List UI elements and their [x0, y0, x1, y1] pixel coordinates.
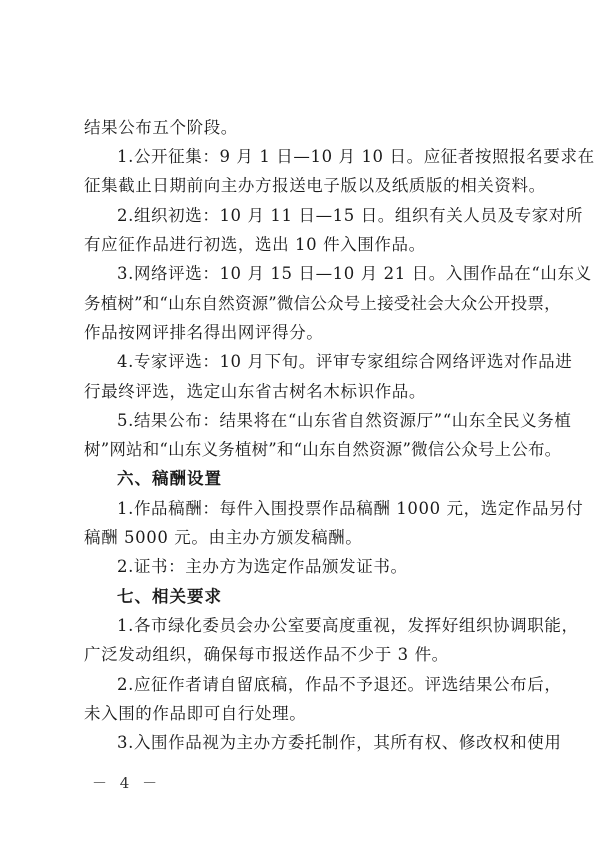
paragraph-line: 1.公开征集：9 月 1 日—10 月 10 日。应征者按照报名要求在 [117, 147, 595, 166]
page-number: － 4 － [92, 774, 162, 792]
paragraph-line: 2.应征作者请自留底稿，作品不予退还。评选结果公布后， [117, 675, 562, 694]
section-heading: 六、稿酬设置 [117, 469, 222, 488]
paragraph-line: 3.入围作品视为主办方委托制作，其所有权、修改权和使用 [117, 733, 562, 752]
paragraph-line: 未入围的作品即可自行处理。 [84, 704, 307, 723]
paragraph-line: 结果公布五个阶段。 [84, 118, 238, 137]
paragraph-line: 行最终评选，选定山东省古树名木标识作品。 [84, 382, 426, 401]
paragraph-line: 稿酬 5000 元。由主办方颁发稿酬。 [84, 528, 363, 547]
paragraph-line: 征集截止日期前向主办方报送电子版以及纸质版的相关资料。 [84, 176, 546, 195]
paragraph-line: 作品按网评排名得出网评得分。 [84, 323, 324, 342]
paragraph-line: 广泛发动组织，确保每市报送作品不少于 3 件。 [84, 645, 449, 664]
paragraph-line: 5.结果公布：结果将在“山东省自然资源厅”“山东全民义务植 [117, 411, 572, 430]
paragraph-line: 树”网站和“山东义务植树”和“山东自然资源”微信公众号上公布。 [84, 440, 562, 459]
paragraph-line: 3.网络评选：10 月 15 日—10 月 21 日。入围作品在“山东义 [117, 264, 592, 283]
paragraph-line: 务植树”和“山东自然资源”微信公众号上接受社会大众公开投票， [84, 294, 561, 313]
paragraph-line: 2.证书：主办方为选定作品颁发证书。 [117, 557, 408, 576]
paragraph-line: 1.作品稿酬：每件入围投票作品稿酬 1000 元，选定作品另付 [117, 499, 584, 518]
section-heading: 七、相关要求 [117, 587, 222, 606]
paragraph-line: 1.各市绿化委员会办公室要高度重视，发挥好组织协调职能， [117, 616, 579, 635]
paragraph-line: 4.专家评选：10 月下旬。评审专家组综合网络评选对作品进 [117, 352, 573, 371]
paragraph-line: 2.组织初选：10 月 11 日—15 日。组织有关人员及专家对所 [117, 206, 584, 225]
paragraph-line: 有应征作品进行初选，选出 10 件入围作品。 [84, 235, 426, 254]
